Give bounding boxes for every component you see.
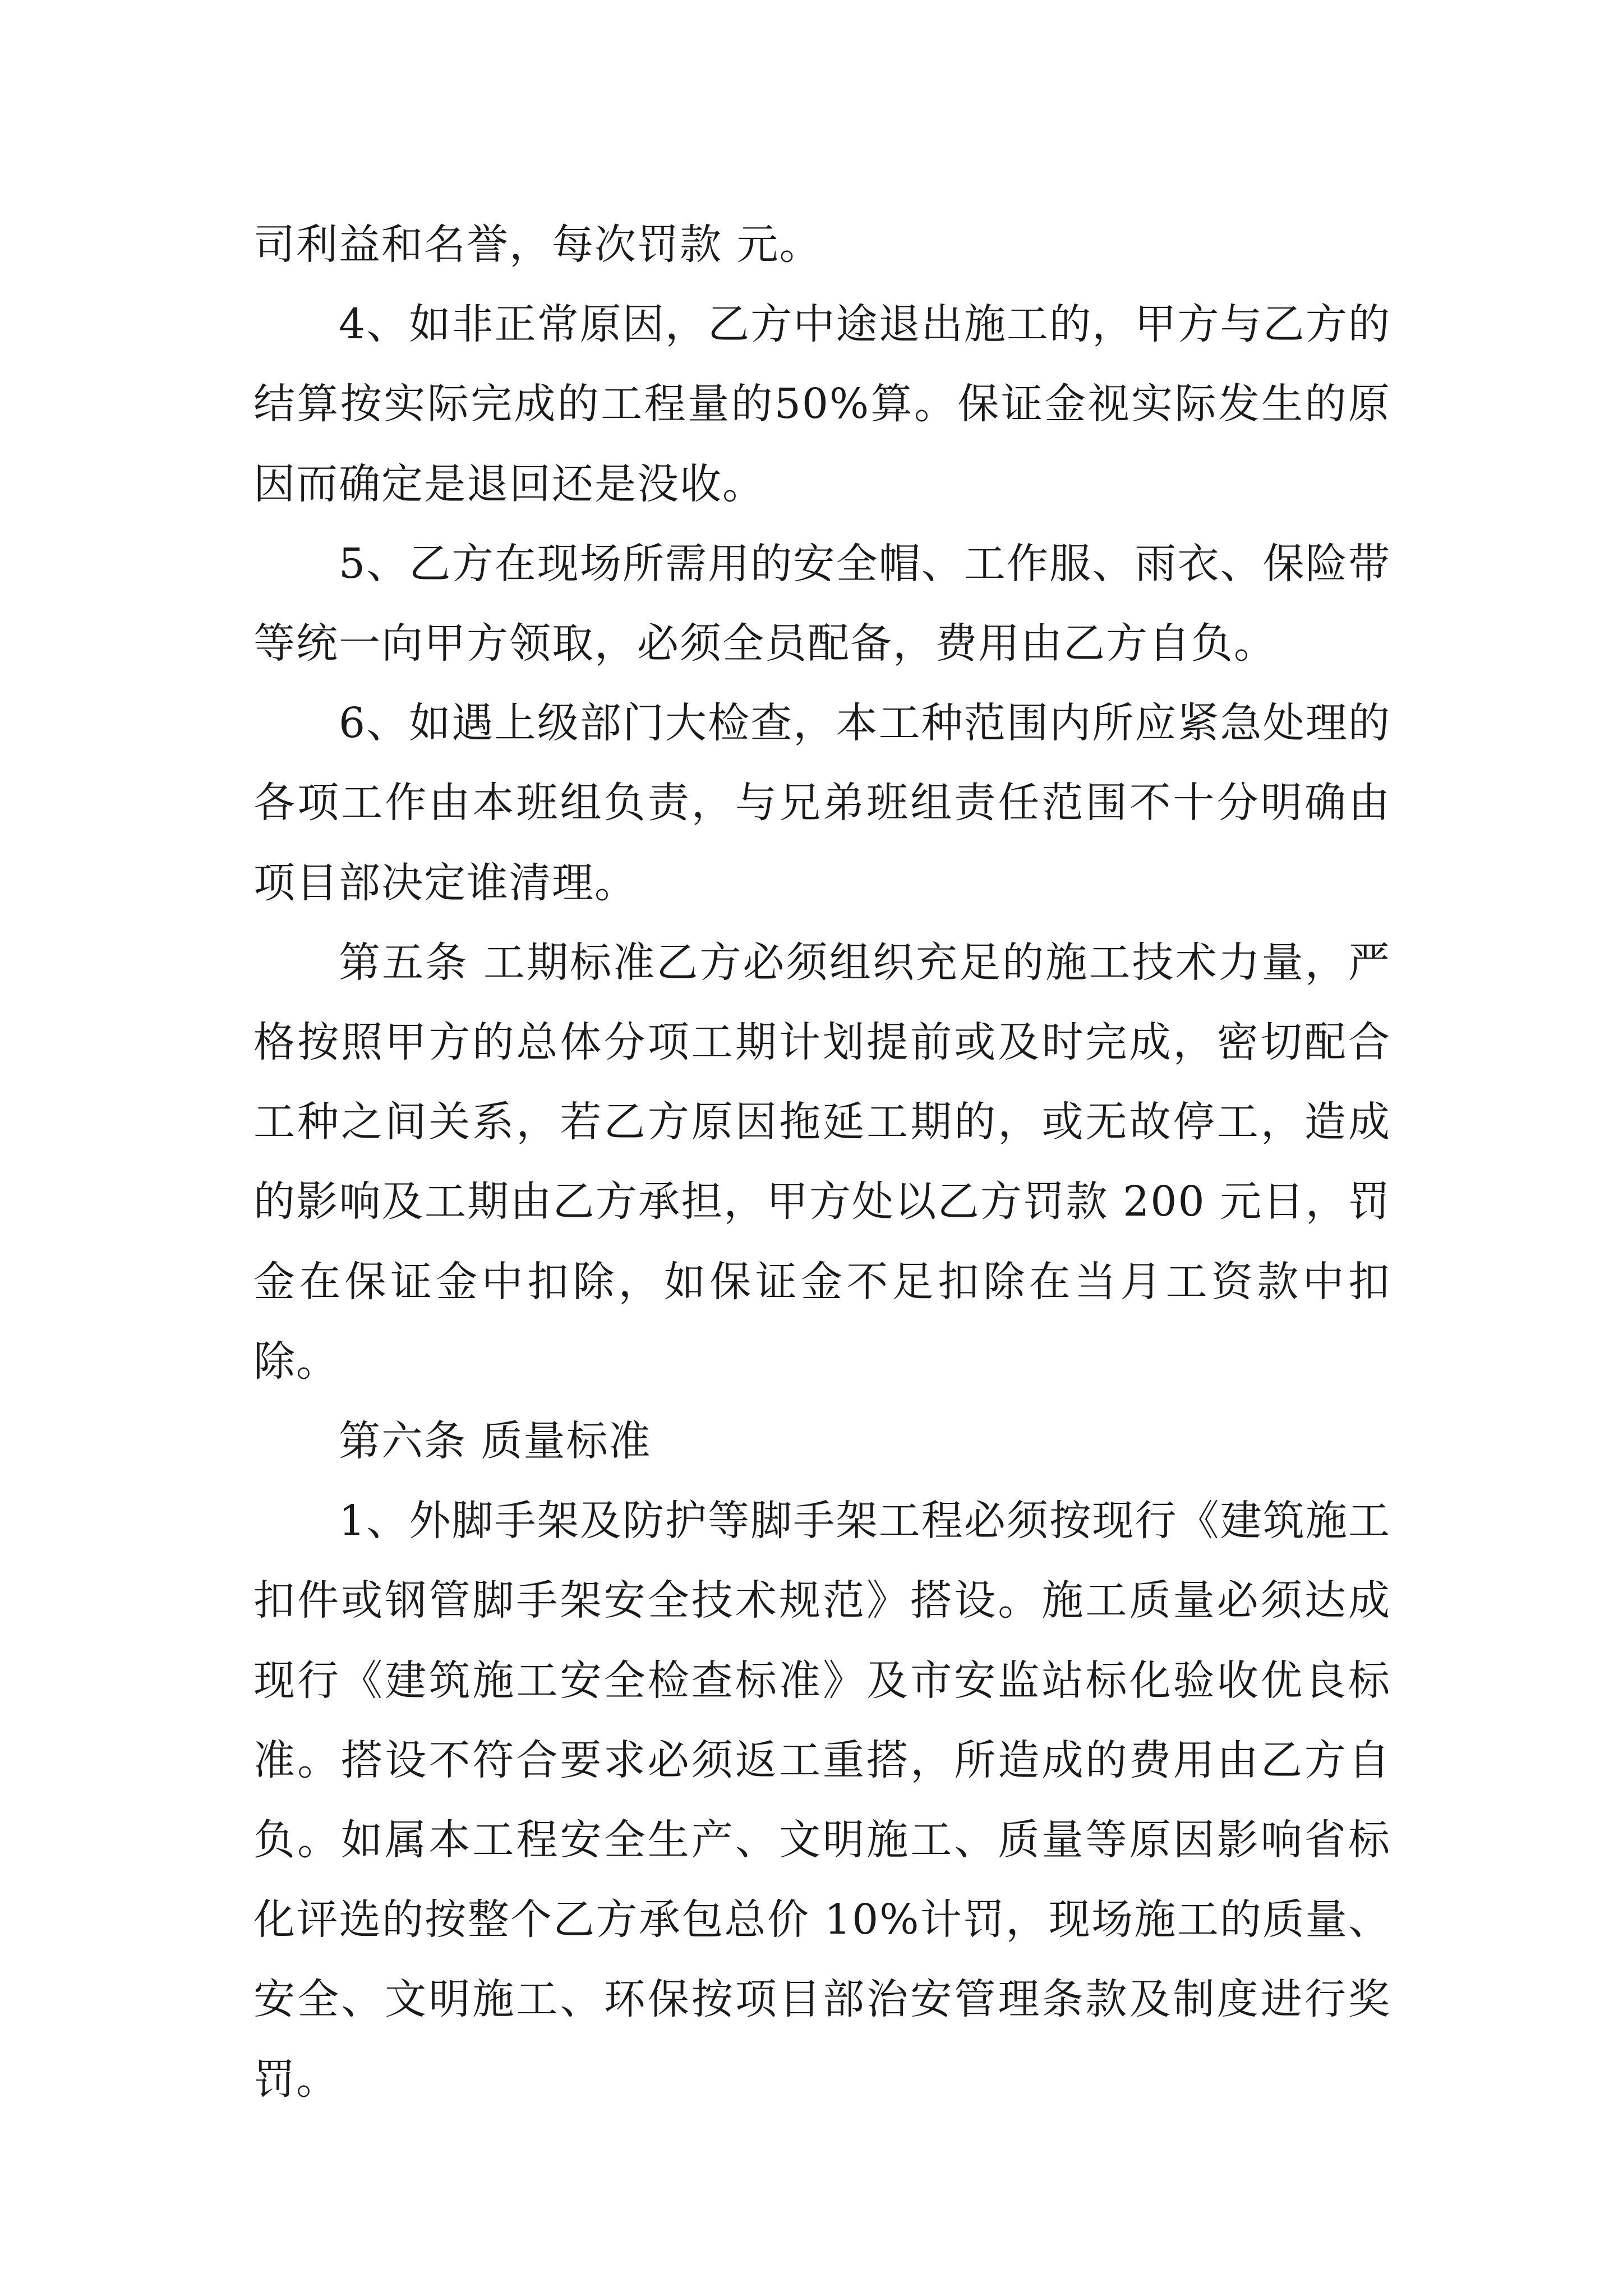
paragraph-article-6-heading: 第六条 质量标准 [339, 1417, 652, 1466]
paragraph-continuation: 司利益和名誉，每次罚款 元。 [253, 220, 822, 269]
paragraph-item-5: 5、乙方在现场所需用的安全帽、工作服、雨衣、保险带等统一向甲方领取，必须全员配备，费用由乙方自负。 [253, 539, 1391, 668]
paragraph-article-6-item-1: 1、外脚手架及防护等脚手架工程必须按现行《建筑施工扣件或钢管脚手架安全技术规范》搭设。施工质量必须达成现行《建筑施工安全检查标准》及市安监站标化验收优良标准。搭设不符合要求必须返工重搭，所造成的费用由乙方自负。如属本工程安全生产、文明施工、质量等原因影响省标化评选的按整个乙方承包总价 10%计罚，现场施工的质量、安全、文明施工、环保按项目部治安管理条款及制度进行奖罚。 [253, 1497, 1391, 2104]
paragraph-article-5: 第五条 工期标准乙方必须组织充足的施工技术力量，严格按照甲方的总体分项工期计划提前或及时完成，密切配合工种之间关系，若乙方原因拖延工期的，或无故停工，造成的影响及工期由乙方承担，甲方处以乙方罚款 200 元日，罚金在保证金中扣除，如保证金不足扣除在当月工资款中扣除。 [253, 938, 1391, 1386]
document-body [253, 205, 1391, 2119]
paragraph-item-4: 4、如非正常原因，乙方中途退出施工的，甲方与乙方的结算按实际完成的工程量的50%算。保证金视实际发生的原因而确定是退回还是没收。 [253, 300, 1391, 508]
paragraph-item-6: 6、如遇上级部门大检查，本工种范围内所应紧急处理的各项工作由本班组负责，与兄弟班组责任范围不十分明确由项目部决定谁清理。 [253, 699, 1391, 907]
